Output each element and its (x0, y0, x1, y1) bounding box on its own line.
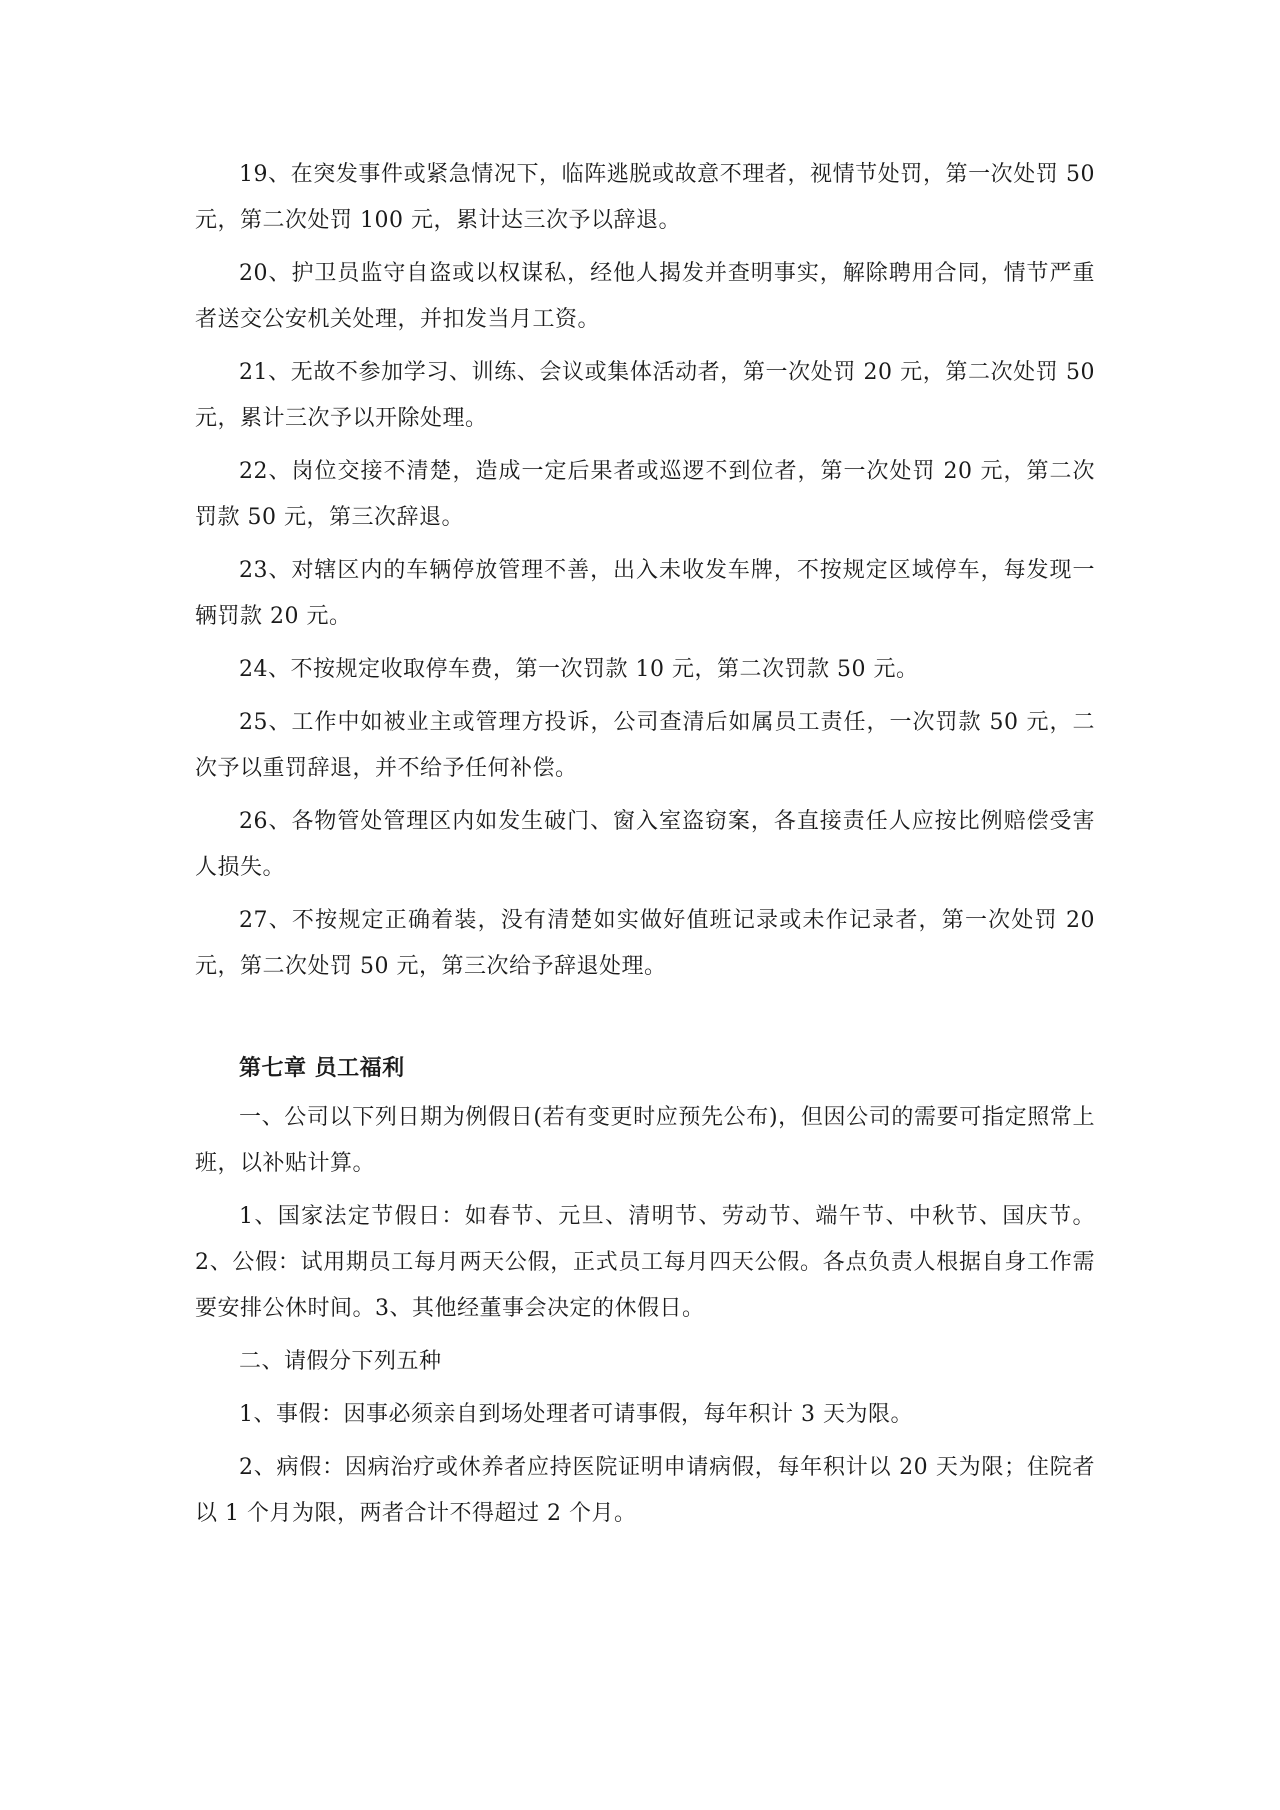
personal-leave: 1、事假：因事必须亲自到场处理者可请事假，每年积计 3 天为限。 (239, 1402, 913, 1427)
rule-item-27: 27、不按规定正确着装，没有清楚如实做好值班记录或未作记录者，第一次处罚 20 元，第二次处罚 50 元，第三次给予辞退处理。 (195, 908, 1095, 979)
sick-leave: 2、病假：因病治疗或休养者应持医院证明申请病假，每年积计以 20 天为限；住院者以 1 个月为限，两者合计不得超过 2 个月。 (195, 1455, 1095, 1526)
rule-item-19: 19、在突发事件或紧急情况下，临阵逃脱或故意不理者，视情节处罚，第一次处罚 50 元，第二次处罚 100 元，累计达三次予以辞退。 (195, 162, 1095, 233)
section-spacer (195, 997, 1095, 1045)
rule-item-21: 21、无故不参加学习、训练、会议或集体活动者，第一次处罚 20 元，第二次处罚 50 元，累计三次予以开除处理。 (195, 360, 1095, 431)
holiday-intro: 一、公司以下列日期为例假日(若有变更时应预先公布)，但因公司的需要可指定照常上班，以补贴计算。 (195, 1105, 1095, 1176)
rule-item-22: 22、岗位交接不清楚，造成一定后果者或巡逻不到位者，第一次处罚 20 元，第二次罚款 50 元，第三次辞退。 (195, 459, 1095, 530)
chapter-heading: 第七章 员工福利 (239, 1055, 405, 1081)
leave-types-heading: 二、请假分下列五种 (239, 1349, 442, 1374)
rule-item-24: 24、不按规定收取停车费，第一次罚款 10 元，第二次罚款 50 元。 (239, 657, 919, 682)
rule-item-20: 20、护卫员监守自盗或以权谋私，经他人揭发并查明事实，解除聘用合同，情节严重者送交公安机关处理，并扣发当月工资。 (195, 261, 1095, 332)
holiday-list: 1、国家法定节假日：如春节、元旦、清明节、劳动节、端午节、中秋节、国庆节。2、公假：试用期员工每月两天公假，正式员工每月四天公假。各点负责人根据自身工作需要安排公休时间。3、其他经董事会决定的休假日。 (195, 1204, 1095, 1321)
rule-item-25: 25、工作中如被业主或管理方投诉，公司查清后如属员工责任，一次罚款 50 元，二次予以重罚辞退，并不给予任何补偿。 (195, 710, 1095, 781)
document-page (195, 152, 1095, 1544)
rule-item-23: 23、对辖区内的车辆停放管理不善，出入未收发车牌，不按规定区域停车，每发现一辆罚款 20 元。 (195, 558, 1095, 629)
rule-item-26: 26、各物管处管理区内如发生破门、窗入室盗窃案，各直接责任人应按比例赔偿受害人损失。 (195, 809, 1095, 880)
